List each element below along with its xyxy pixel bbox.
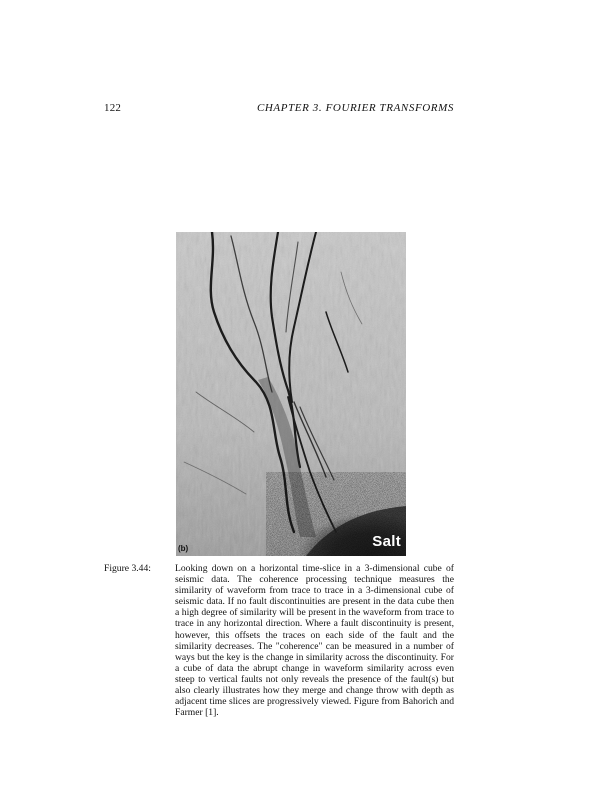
caption-label: Figure 3.44: — [104, 563, 151, 574]
page-number: 122 — [104, 102, 122, 114]
running-title: CHAPTER 3. FOURIER TRANSFORMS — [256, 102, 454, 114]
caption-text: Looking down on a horizontal time-slice in a 3-dimensional cube of seismic data. The coherence processing technique measures the similarity of waveform from trace to trace in a 3-dimensional cube of seismic data. If no fault discontinuities are present in the data cube then a high degree of similarity will be present in the waveform from trace to trace in any horizontal direction. Where a fault discontinuity is present, however, this offsets the traces on each side of the fault and the similarity decreases. The "coherence" can be measured in a number of ways but the key is the change in similarity across the discontinuity. For a cube of data the abrupt change in waveform similarity across even steep to vertical faults not only reveals the presence of the fault(s) but also clearly illustrates how they merge and change throw with depth as adjacent time slices are progressively viewed. Figure from Bahorich and Farmer [1]. — [175, 563, 454, 719]
panel-label: (b) — [178, 544, 189, 553]
salt-label: Salt — [372, 533, 401, 550]
figure-caption — [104, 563, 454, 718]
seismic-time-slice-image — [176, 232, 406, 556]
seismic-figure — [176, 232, 406, 556]
